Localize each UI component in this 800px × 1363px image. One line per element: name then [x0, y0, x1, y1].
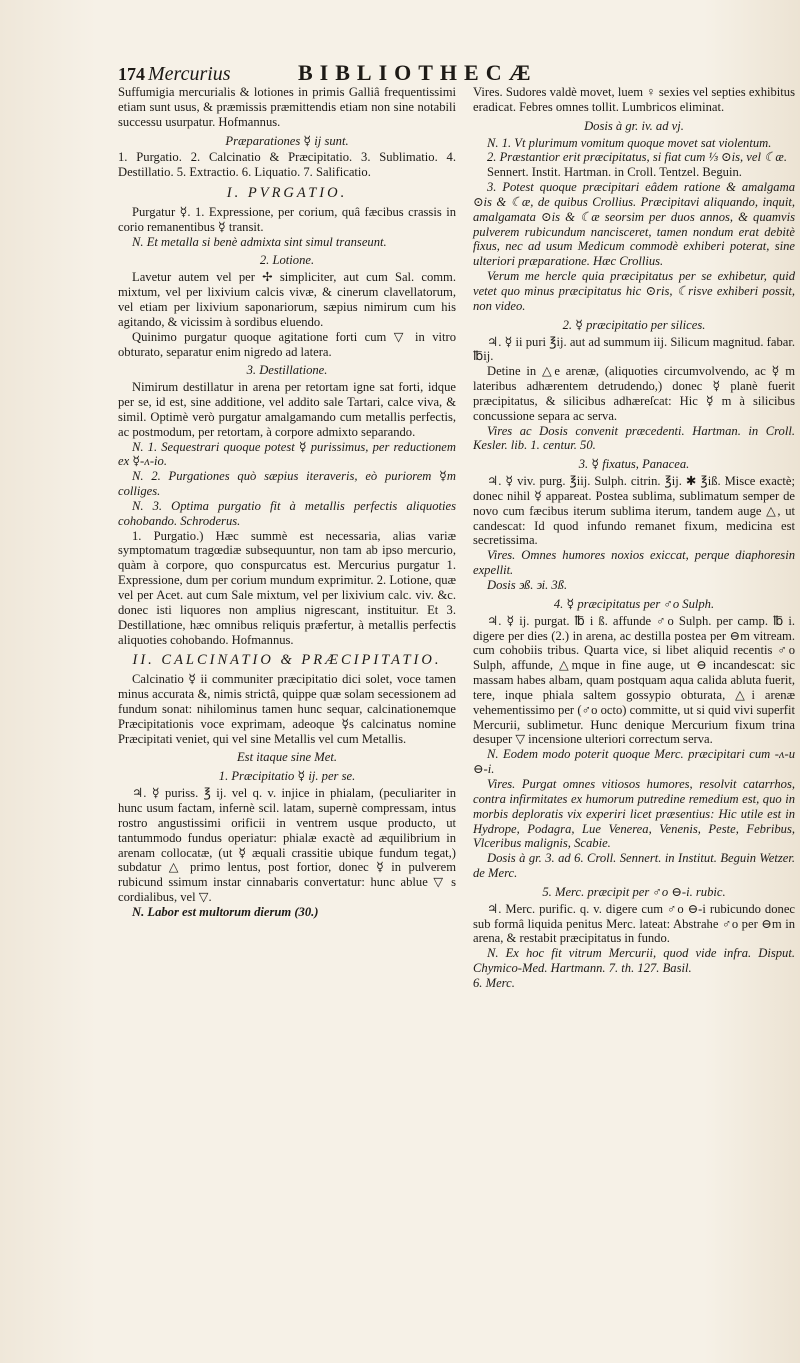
left-paragraph: N. 3. Optima purgatio fit à metallis perfectis aliquoties cohobando. Schroderus.: [118, 498, 456, 528]
right-paragraph: N. Eodem modo poterit quoque Merc. præcipitari cum -ʌ-u ⊖-i.: [473, 747, 795, 777]
left-paragraph: N. Labor est multorum dierum (30.): [132, 904, 319, 919]
right-paragraph: 2. Præstantior erit præcipitatus, si fiat cum ⅓ ⊙is, vel ☾æ.: [487, 150, 787, 165]
left-heading: II. CALCINATIO & PRÆCIPITATIO.: [132, 652, 442, 669]
left-paragraph: N. 2. Purgationes quò sæpius iteraveris, eò puriorem ☿m colliges.: [118, 469, 456, 499]
right-heading: 5. Merc. præcipit per ♂o ⊖-i. rubic.: [542, 884, 726, 899]
right-paragraph: ♃. Merc. purific. q. v. digere cum ♂o ⊖-i rubicundo donec sub formâ liquida penitus Merc. lateat: Abstrahe ♂o per ⊖m in arena, & restabit præcipitatus in fundo.: [473, 901, 795, 946]
right-paragraph: ♃. ☿ viv. purg. ℥iij. Sulph. citrin. ℥ij. ✱ ℥iß. Misce exactè; donec nihil ☿ appareat. Postea sublima, sublimatum semper de novo cum fæcibus iterum sublima iterum, tandem auge △, ut candescat: Id quod infundo remanet fixum, medicina est secretissima.: [473, 474, 795, 548]
right-paragraph: Vires. Sudores valdè movet, luem ♀ sexies vel septies exhibitus eradicat. Febres omnes tollit. Lumbricos eliminat.: [473, 85, 795, 114]
left-paragraph: N. 1. Sequestrari quoque potest ☿ purissimus, per reductionem ex ☿-ʌ-io.: [118, 439, 456, 469]
left-paragraph: 1. Purgatio.) Hæc summè est necessaria, alias variæ symptomatum tragœdiæ subsequuntur, non tam ab ipso mercurio, quàm à corpore, quo conspurcatus est. Mercurius purgatur 1. Expressione, dum per corium mundum exprimitur. 2. Lotione, quæ vel per Acet. aut cum Sale mixtum, vel per lixivium calc. viv. &c. donec isti liquores non amplius nigrescant, instituitur. Et 3. Destillatione, hæc omnibus reliquis præfertur, à metallis perfectis aliquoties cohobando. Hofmannus.: [118, 528, 456, 647]
page-number: 174: [118, 64, 145, 84]
left-heading: 2. Lotione.: [259, 253, 315, 268]
right-paragraph: Dosis à gr. 3. ad 6. Croll. Sennert. in Institut. Beguin Wetzer. de Merc.: [473, 851, 795, 881]
left-paragraph: Lavetur autem vel per ✢ simpliciter, aut cum Sal. comm. mixtum, vel per lixivium calcis vivæ, & cinerum clavellatorum, vel etiam per lixivium saponariorum, sæpius nimirum cum his agitando, & vicissim à sordibus eluendo.: [118, 270, 456, 329]
right-paragraph: N. 1. Vt plurimum vomitum quoque movet sat violentum.: [487, 135, 772, 150]
right-heading: 2. ☿ præcipitatio per silices.: [562, 317, 706, 332]
left-paragraph: 1. Purgatio. 2. Calcinatio & Præcipitatio. 3. Sublimatio. 4. Destillatio. 5. Extractio. 6. Liquatio. 7. Salificatio.: [118, 150, 456, 180]
left-paragraph: Calcinatio ☿ ii communiter præcipitatio dici solet, voce tamen minus accurata &, nimis strictâ, quippe quæ solam secessionem ad fundum sonat: nihilominus tamen hunc sequar, calcinationemque Præcipitationis voce exprimam, adeoque ☿s calcinatus nomine Præcipitati veniet, qui vel sine Metallis vel cum Metallis.: [118, 672, 456, 746]
right-paragraph: Vires ac Dosis convenit præcedenti. Hartman. in Croll. Kesler. lib. 1. centur. 50.: [473, 423, 795, 453]
left-paragraph: ♃. ☿ puriss. ℥ ij. vel q. v. injice in phialam, (peculiariter in hunc usum factam, infernè scil. latam, supernè compressam, intus rostro angustissimi orificii in ventrem usque producto, ut tantummodo fundus operiatur: phialæ exactè ad æquilibrium in arenam collocatæ, (ut ☿ æquali crassitie ubique fundum tegat,) subdatur △ primo lentus, post fortior, donec ☿ in pulverem rubicund ssimum instar cinnabaris convertatur: hunc ablue ▽ s cordialibus, vel ▽.: [118, 786, 456, 905]
right-paragraph: 3. Potest quoque præcipitari eâdem ratione & amalgama ⊙is & ☾æ, de quibus Crollius. Præcipitavi aliquando, inquit, amalgamata ⊙is & ☾æ seorsim per duos annos, & quamvis pulverem rubicundum nancisceret, tamen nondum erat debitè fixus, nec ad usum Medicum commodè exhiberi poterat, sine ulteriori præparatione. Hæc Crollius.: [473, 180, 795, 269]
right-heading: 3. ☿ fixatus, Panacea.: [578, 457, 690, 472]
right-paragraph: Dosis ϶ß. ϶i. 3ß.: [487, 578, 568, 592]
left-heading: I. PVRGATIO.: [226, 185, 348, 202]
left-heading: Est itaque sine Met.: [236, 750, 338, 765]
right-paragraph: ♃. ☿ ii puri ℥ij. aut ad summum iij. Silicum magnitud. fabar. ℔ij.: [473, 334, 795, 364]
right-column: [473, 85, 795, 991]
right-paragraph: Detine in △e arenæ, (aliquoties circumvolvendo, ac ☿ m lateribus adhærentem detrudendo,) donec ☿ planè fuerit præcipitatus, & silicibus adhæreſcat: Hic ☿ m à silicibus concussione separa ac serva.: [473, 364, 795, 423]
right-paragraph: 6. Merc.: [473, 975, 515, 990]
left-paragraph: Nimirum destillatur in arena per retortam igne sat forti, idque per se, id est, sine additione, vel addito sale Tartari, calce viva, & simil. Optimè verò purgatur amalgamando cum metallis perfectis, ac postmodum, per retortam, à corpore admixto separando.: [118, 380, 456, 439]
right-paragraph: Vires. Purgat omnes vitiosos humores, resolvit catarrhos, contra infirmitates ex humorum putredine remedium est, quo in morbis deploratis vix experiri licet præsentius: Hic utile est in Hydrope, Podagra, Lue Venerea, Venenis, Peste, Febribus, Vlceribus malignis, Scabie.: [473, 776, 795, 851]
running-head-left: Mercurius: [148, 63, 231, 85]
right-paragraph: N. Ex hoc fit vitrum Mercurii, quod vide infra. Disput. Chymico-Med. Hartmann. 7. th. 127. Basil.: [473, 946, 795, 976]
left-heading: Præparationes ☿ ij sunt.: [225, 133, 349, 148]
running-title: BIBLIOTHECÆ: [298, 60, 538, 85]
left-heading: 3. Destillatione.: [246, 363, 328, 378]
left-paragraph: Purgatur ☿. 1. Expressione, per corium, quâ fæcibus crassis in corio remanentibus ☿ transit.: [118, 204, 456, 234]
right-heading: 4. ☿ præcipitatus per ♂o Sulph.: [553, 596, 715, 611]
left-paragraph: Suffumigia mercurialis & lotiones in primis Galliâ frequentissimi etiam sunt usus, & præmissis præmittendis etiam non sine notabili successu usurpatur. Hofmannus.: [118, 85, 456, 129]
right-paragraph: Vires. Omnes humores noxios exiccat, perque diaphoresin expellit.: [473, 548, 795, 578]
right-paragraph: ♃. ☿ ij. purgat. ℔ i ß. affunde ♂o Sulph. per camp. ℔ i. digere per dies (2.) in arena, ac destilla postea per ⊖m vitream. cum cohobiis tribus. Quarta vice, si libet aliquid recentis ♂o Sulph, affunde, △mque in fine auge, ut ⊖ incandescat: sic massam habes albam, quam postquam aqua calida abluta fuerit, tere, inque phiala saltem gossypio obturata, △i arenæ vehementissimo per (♂o octo) committe, ut si quid vivi superfit Mercurii, sublimetur. Hunc denique Mercurium fixum trina desuper ▽ incensione ulteriori correctum serva.: [473, 613, 795, 747]
left-paragraph: Quinimo purgatur quoque agitatione forti cum ▽ in vitro obturato, separatur enim nigredo ad latera.: [118, 329, 456, 359]
right-heading: Dosis à gr. iv. ad vj.: [584, 118, 684, 133]
right-paragraph: Verum me hercle quia præcipitatus per se exhibetur, quid vetet quo minus præcipitatus hic ⊙ris, ☾risve exhiberi possit, non video.: [473, 269, 795, 313]
left-paragraph: N. Et metalla si benè admixta sint simul transeunt.: [132, 234, 387, 249]
left-column: [118, 85, 456, 920]
left-heading: 1. Præcipitatio ☿ ij. per se.: [218, 769, 356, 784]
right-paragraph: Sennert. Instit. Hartman. in Croll. Tentzel. Beguin.: [487, 165, 742, 180]
